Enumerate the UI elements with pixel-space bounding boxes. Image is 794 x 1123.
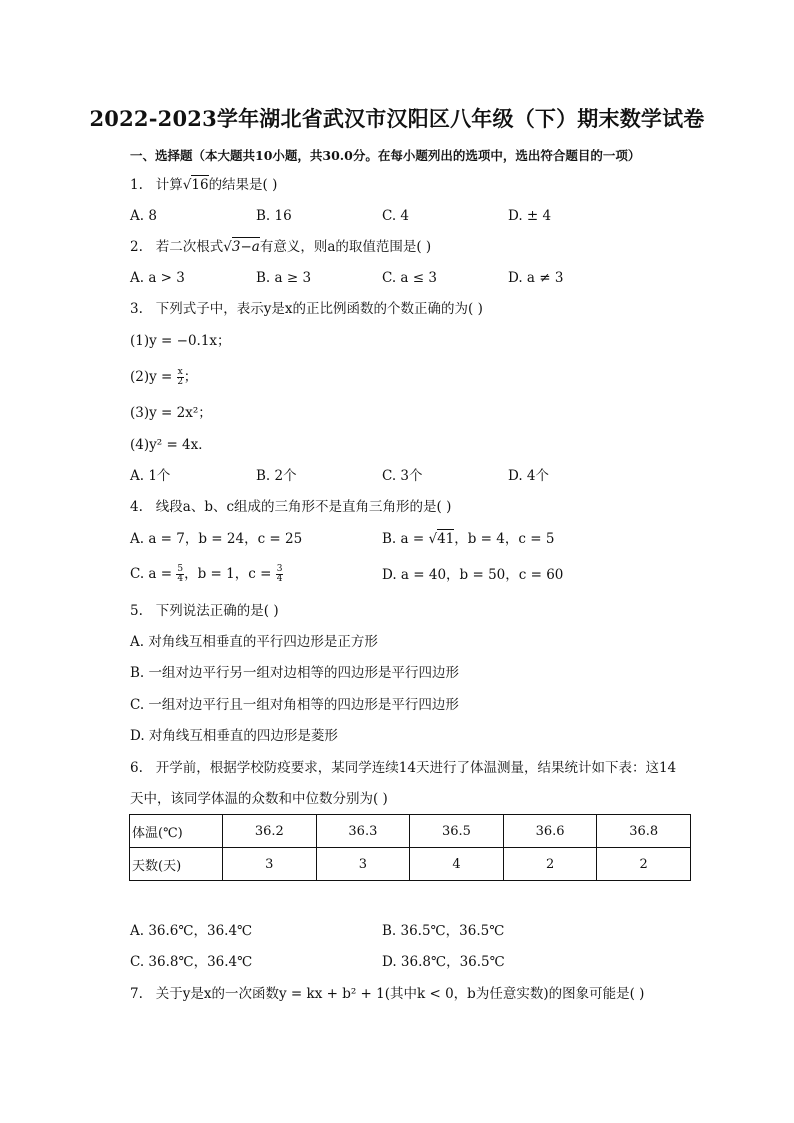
table-cell: 3 [316,848,410,881]
option-a: A. a > 3 [130,270,185,286]
question-number: 3. [130,301,143,317]
option-c: C. 3个 [382,468,423,484]
table-cell: 2 [597,848,691,881]
question-3 [130,300,483,318]
question-text: 开学前，根据学校防疫要求，某同学连续14天进行了体温测量，结果统计如下表：这14 [155,760,677,776]
option-b: B. a ≥ 3 [256,270,312,286]
question-number: 7. [130,986,143,1002]
option-b: B. 一组对边平行另一组对边相等的四边形是平行四边形 [130,665,460,681]
formula-item-4: (4)y² = 4x． [130,437,212,453]
question-text: 的结果是( ) [208,177,278,193]
option-b: B. a = √41，b = 4，c = 5 [382,531,555,547]
page-title: 2022-2023学年湖北省武汉市汉阳区八年级（下）期末数学试卷 [89,106,705,131]
option-b: B. 16 [256,208,292,224]
fraction: $\frac{3}{4}$ [276,564,283,584]
table-cell: 36.2 [223,815,317,848]
table-cell: 36.5 [410,815,504,848]
option-d: D. a = 40，b = 50，c = 60 [382,567,564,583]
option-a: A. 36.6℃，36.4℃ [130,923,253,939]
option-b: B. 2个 [256,468,297,484]
option-c: C. a ≤ 3 [382,270,437,286]
formula-item-2: (2)y = $\frac{x}{2}$ ； [130,367,198,387]
question-number: 6. [130,760,143,776]
radicand: 3−a [231,239,260,255]
question-number: 5. [130,603,143,619]
table-cell: 36.3 [316,815,410,848]
question-text: 下列式子中，表示y是x的正比例函数的个数正确的为( ) [155,301,483,317]
option-c: C. a = $\frac{5}{4}$ ，b = 1，c = $\frac{3}{4}$ [130,564,283,584]
question-2 [130,238,431,256]
option-c: C. 一组对边平行且一组对角相等的四边形是平行四边形 [130,697,459,713]
table-cell: 3 [223,848,317,881]
question-number: 4. [130,499,143,515]
radicand: 16 [191,177,209,193]
table-cell: 2 [503,848,597,881]
question-text-continued: 天中，该同学体温的众数和中位数分别为( ) [130,791,388,807]
option-d: D. ± 4 [508,208,552,224]
question-1 [130,176,277,194]
question-5 [130,602,279,620]
option-a: A. a = 7，b = 24，c = 25 [130,531,303,547]
sqrt-icon: √ [223,239,232,255]
table-row [130,815,691,848]
fraction: $\frac{5}{4}$ [177,564,184,584]
sqrt-icon: √ [182,177,192,193]
question-text: 关于y是x的一次函数y = kx + b² + 1(其中k < 0，b为任意实数)的图象可能是( ) [155,986,645,1002]
question-text: 若二次根式 [155,239,224,255]
question-4 [130,498,451,516]
question-7 [130,985,644,1003]
option-d: D. 36.8℃，36.5℃ [382,954,505,970]
option-a: A. 8 [130,208,157,224]
option-b: B. 36.5℃，36.5℃ [382,923,505,939]
option-d: D. a ≠ 3 [508,270,564,286]
table-cell: 天数(天) [130,848,223,881]
option-d: D. 对角线互相垂直的四边形是菱形 [130,728,338,744]
fraction: $\frac{x}{2}$ [177,367,184,387]
question-6 [130,759,676,777]
formula-item-3: (3)y = 2x²； [130,405,212,421]
option-a: A. 1个 [130,468,171,484]
formula-item-1: (1)y = −0.1x； [130,333,231,349]
table-cell: 36.6 [503,815,597,848]
section-heading: 一、选择题（本大题共10小题，共30.0分。在每小题列出的选项中，选出符合题目的一项） [130,148,641,163]
option-c: C. 4 [382,208,410,224]
question-number: 1. [130,177,143,193]
option-c: C. 36.8℃，36.4℃ [130,954,253,970]
question-text: 计算 [155,177,183,193]
sqrt-icon: √ [428,531,438,547]
question-text: 线段a、b、c组成的三角形不是直角三角形的是( ) [155,499,452,515]
option-d: D. 4个 [508,468,550,484]
table-cell: 36.8 [597,815,691,848]
option-a: A. 对角线互相垂直的平行四边形是正方形 [130,634,378,650]
question-text: 下列说法正确的是( ) [155,603,279,619]
temperature-table [129,814,691,881]
table-row [130,848,691,881]
table-cell: 体温(℃) [130,815,223,848]
question-text: 有意义，则a的取值范围是( ) [259,239,432,255]
table-cell: 4 [410,848,504,881]
question-number: 2. [130,239,143,255]
